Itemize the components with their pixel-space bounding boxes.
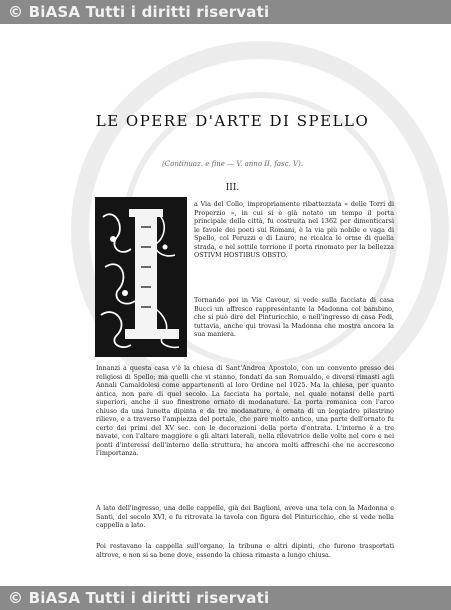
page-title: LE OPERE D'ARTE DI SPELLO [95, 112, 370, 130]
paragraph-4: A lato dell'ingresso, una delle cappelle, già dei Baglioni, aveva una tela con la Madonna e Santi, del secolo XVI, e fu ritrovata la tavola con figura del Pinturicchio, che si vede nella cappella a lato. [96, 504, 394, 529]
section-number: III. [225, 183, 240, 193]
paragraph-3: Innanzi a questa casa v'è la chiesa di Sant'Andrea Apostolo, con un convento presso dei religiosi di Spello; ma quelli che vi stanno, fondati da san Romualdo, e diversi rimasti agli Annali Camaldolesi come appartenenti al loro Ordine nel 1025. Ma la chiesa, per quanto antica, non pare di quel secolo. La facciata ha portale, nel quale notansi delle parti superiori, anche il suo finestrone ornato di modanature. La porta romanica con l'arco chiuso da una lunetta dipinta e da tre modanature, è ornata di un leggiadro pilastrino rilievo, e a traverso l'ampiezza del portale, che pare molto antico, una parte dell'ornato fu certo dei primi del XV sec. con le decorazioni della porta d'entrata. L'interno è a tre navate, con l'altare maggiore e gli altari laterali, nella rilevatrice delle volte nel coro e nei ponti d'interessi dell'interno della struttura, ha ancora molti affreschi che ne accrescono l'importanza. [96, 364, 394, 457]
watermark-bottom: © BiASA Tutti i diritti riservati [0, 586, 451, 610]
paragraph-5: Poi restavano la cappella sull'organo, la tribuna e altri dipinti, che furono trasportati altrove, e non si sa bene dove, essendo la chiesa rimasta a lungo chiusa. [96, 542, 394, 559]
decorated-initial-l [95, 197, 187, 357]
paragraph-1: a Via del Collo, impropriamente ribattezzata « delle Torri di Properzio », in cui si è già notato un tempo il porta principale della città, fu costruita nel 1362 per dimenticarsi le favole dei poeti sui Romani, è la via più nobile e vaga di Spello, col Peruzzi e di Lauro, ne ricalca le orme di quella strada, e nel sottile torrione il porta rinomato per la bellezza OSTIVM HOSTIBUS OBSTO. [194, 200, 394, 259]
paragraph-2: Tornando poi in Via Cavour, si vede sulla facciata di casa Bucci un affresco rappresentante la Madonna col bambino, che si può dire del Pinturicchio, e nell'ingresso di casa Fedi, tuttavia, anche qui trovasi la Madonna che mostra ancora la sua maniera. [194, 296, 394, 338]
watermark-top: © BiASA Tutti i diritti riservati [0, 0, 451, 24]
subtitle: (Continuaz. e fine — V. anno II, fasc. V). [162, 160, 303, 168]
